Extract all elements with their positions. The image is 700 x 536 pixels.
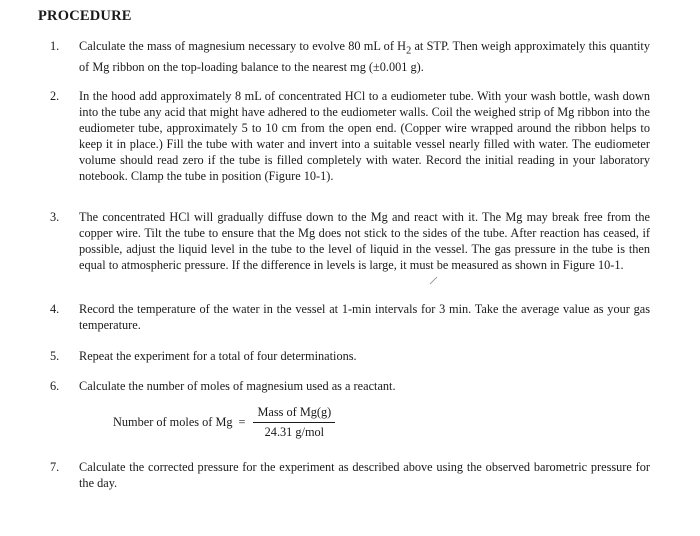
equation-fraction — [253, 405, 335, 440]
step-number: 1. — [50, 39, 60, 53]
step-text: The concentrated HCl will gradually diffuse down to the Mg and react with it. The Mg may break free from the copper wire. Tilt the tube to ensure that the Mg does not stick to the sides of the tube. After reaction has ceased, if possible, adjust the liquid level in the tube to the level of liquid in the vessel. The gas pressure in the tube is then equal to atmospheric pressure. If the difference in levels is large, it must be measured as shown in Figure 10-1. — [79, 210, 650, 272]
step-text: In the hood add approximately 8 mL of concentrated HCl to a eudiometer tube. With your wash bottle, wash down into the tube any acid that might have adhered to the eudiometer walls. Coil the weighed strip of Mg ribbon into the eudiometer tube, approximately 5 to 10 cm from the open end. (Copper wire wrapped around the ribbon helps to keep it in place.) Fill the tube with water and invert into a suitable vessel nearly filled with water. The eudiometer volume should read zero if the tube is filled completely with water. Record the initial reading in your laboratory notebook. Clamp the tube in position (Figure 10-1). — [79, 89, 650, 183]
moles-equation — [113, 402, 335, 442]
step-text-part: at STP. Then weigh approximately this quantity of Mg ribbon on the top-loading balance to the nearest mg (±0.001 g). — [79, 39, 650, 75]
step-number: 3. — [50, 210, 60, 224]
procedure-step-2 — [50, 88, 650, 184]
procedure-step-4 — [50, 301, 650, 333]
subscript: 2 — [406, 45, 412, 57]
step-text: Calculate the corrected pressure for the experiment as described above using the observed barometric pressure for the day. — [79, 460, 650, 490]
procedure-step-1 — [50, 38, 650, 75]
equals-sign: = — [238, 414, 246, 429]
step-number: 7. — [50, 460, 60, 474]
procedure-step-7 — [50, 459, 650, 491]
procedure-step-3 — [50, 209, 650, 273]
page-heading: PROCEDURE — [38, 8, 132, 24]
step-number: 4. — [50, 302, 60, 316]
step-number: 6. — [50, 379, 60, 393]
fraction-numerator: Mass of Mg(g) — [253, 405, 335, 423]
equation-label: Number of moles of Mg — [113, 414, 233, 429]
pen-mark-icon — [429, 276, 438, 285]
step-number: 2. — [50, 89, 60, 103]
procedure-step-5 — [50, 348, 650, 364]
procedure-step-6 — [50, 378, 650, 394]
step-number: 5. — [50, 349, 60, 363]
step-text: Calculate the number of moles of magnesium used as a reactant. — [79, 379, 396, 393]
step-text-part: Calculate the mass of magnesium necessary to evolve 80 mL of H — [79, 39, 407, 53]
fraction-denominator: 24.31 g/mol — [264, 424, 325, 439]
step-text: Repeat the experiment for a total of four determinations. — [79, 349, 357, 363]
step-text — [79, 38, 650, 75]
step-text: Record the temperature of the water in the vessel at 1-min intervals for 3 min. Take the average value as your gas temperature. — [79, 302, 650, 332]
